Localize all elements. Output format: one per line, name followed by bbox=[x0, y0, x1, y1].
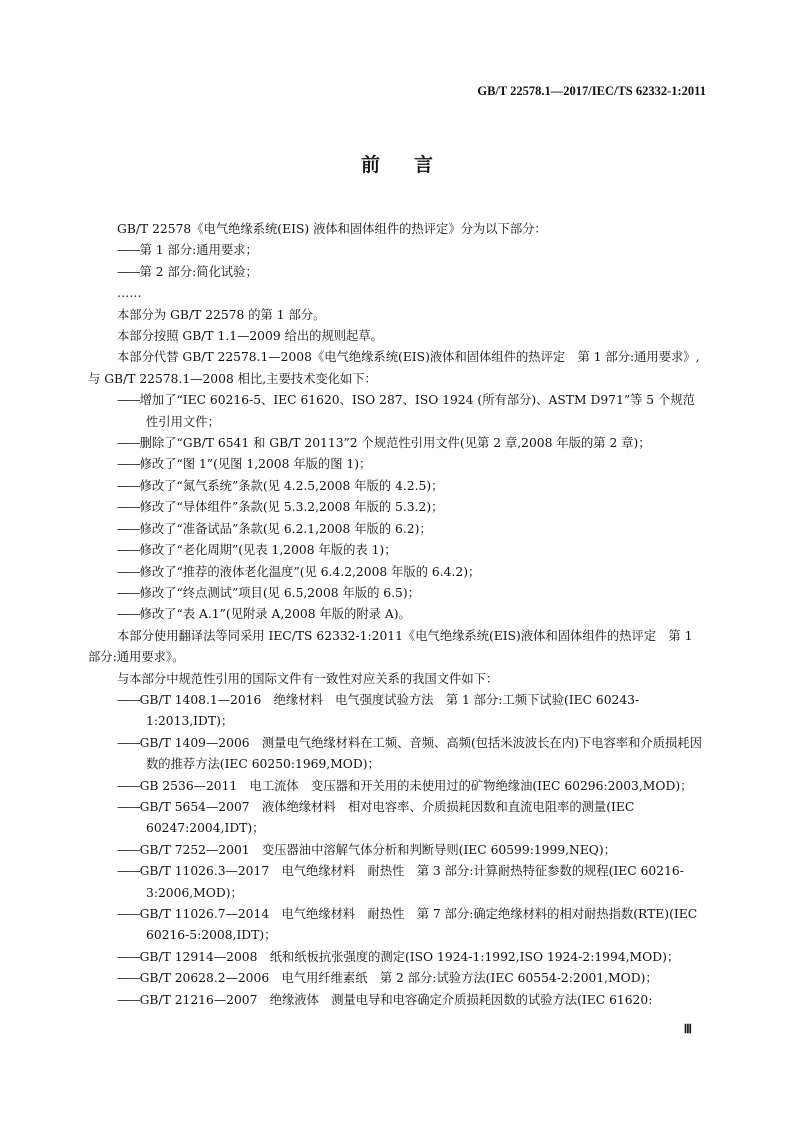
list-item bbox=[88, 947, 706, 968]
list-dash: —— bbox=[117, 521, 140, 536]
list-item bbox=[88, 519, 706, 540]
list-dash: —— bbox=[117, 478, 140, 493]
page-number: Ⅲ bbox=[683, 1022, 692, 1036]
paragraph-text: 修改了“终点测试”项目(见 6.5,2008 年版的 6.5)； bbox=[139, 585, 420, 600]
paragraph-text: 本部分为 GB/T 22578 的第 1 部分。 bbox=[117, 307, 326, 322]
standard-code-header: GB/T 22578.1—2017/IEC/TS 62332-1:2011 bbox=[477, 84, 706, 98]
list-dash: —— bbox=[117, 692, 140, 707]
list-dash: —— bbox=[117, 457, 140, 472]
list-dash: —— bbox=[117, 585, 140, 600]
list-dash: —— bbox=[117, 949, 140, 964]
list-dash: —— bbox=[117, 778, 140, 793]
list-dash: —— bbox=[117, 393, 140, 408]
paragraph-text: 修改了“推荐的液体老化温度”(见 6.4.2,2008 年版的 6.4.2)； bbox=[139, 564, 481, 579]
list-item bbox=[88, 604, 706, 625]
list-item bbox=[88, 583, 706, 604]
paragraph-text: GB/T 12914—2008 纸和纸板抗张强度的测定(ISO 1924-1:1992,ISO 1924-2:1994,MOD)； bbox=[139, 949, 680, 964]
document-body bbox=[88, 219, 706, 1011]
paragraph-text: 第 2 部分:简化试验； bbox=[139, 264, 258, 279]
paragraph bbox=[88, 326, 706, 347]
paragraph bbox=[88, 283, 706, 304]
list-item bbox=[88, 733, 706, 776]
list-item bbox=[88, 968, 706, 989]
list-dash: —— bbox=[117, 564, 140, 579]
paragraph-text: GB/T 1408.1—2016 绝缘材料 电气强度试验方法 第 1 部分:工频下试验(IEC 60243-1:2013,IDT)； bbox=[139, 692, 640, 729]
paragraph-text: GB/T 11026.7—2014 电气绝缘材料 耐热性 第 7 部分:确定绝缘材料的相对耐热指数(RTE)(IEC 60216-5:2008,IDT)； bbox=[139, 907, 698, 943]
paragraph-text: 与本部分中规范性引用的国际文件有一致性对应关系的我国文件如下： bbox=[117, 671, 499, 686]
paragraph-text: GB/T 7252—2001 变压器油中溶解气体分析和判断导则(IEC 60599:1999,NEQ)； bbox=[139, 842, 616, 857]
paragraph-text: GB/T 11026.3—2017 电气绝缘材料 耐热性 第 3 部分:计算耐热特征参数的规程(IEC 60216-3:2006,MOD)； bbox=[139, 864, 684, 900]
list-dash: —— bbox=[117, 543, 140, 558]
paragraph-text: 删除了“GB/T 6541 和 GB/T 20113”2 个规范性引用文件(见第 2 章,2008 年版的第 2 章)； bbox=[139, 436, 651, 451]
list-dash: —— bbox=[117, 243, 140, 258]
paragraph-text: 修改了“老化周期”(见表 1,2008 年版的表 1)； bbox=[139, 543, 397, 558]
paragraph-text: GB/T 22578《电气绝缘系统(EIS) 液体和固体组件的热评定》分为以下部分： bbox=[117, 222, 547, 236]
list-item bbox=[88, 540, 706, 561]
list-item bbox=[88, 562, 706, 583]
paragraph bbox=[88, 626, 706, 669]
paragraph-text: 修改了“图 1”(见图 1,2008 年版的图 1)； bbox=[139, 457, 372, 472]
paragraph-text: 本部分按照 GB/T 1.1—2009 给出的规则起草。 bbox=[117, 329, 383, 344]
paragraph-text: GB/T 20628.2—2006 电气用纤维素纸 第 2 部分:试验方法(IEC 60554-2:2001,MOD)； bbox=[139, 971, 658, 986]
paragraph-text: 修改了“导体组件”条款(见 5.3.2,2008 年版的 5.3.2)； bbox=[139, 500, 444, 515]
paragraph bbox=[88, 669, 706, 690]
list-dash: —— bbox=[117, 799, 140, 814]
list-item bbox=[88, 240, 706, 261]
list-dash: —— bbox=[117, 735, 140, 750]
paragraph-text: 增加了“IEC 60216-5、IEC 61620、ISO 287、ISO 1924 (所有部分)、ASTM D971”等 5 个规范性引用文件； bbox=[139, 393, 695, 429]
list-item bbox=[88, 776, 706, 797]
list-dash: —— bbox=[117, 500, 140, 515]
list-item bbox=[88, 497, 706, 518]
paragraph-text: 修改了“表 A.1”(见附录 A,2008 年版的附录 A)。 bbox=[139, 607, 411, 622]
list-dash: —— bbox=[117, 436, 140, 451]
list-dash: —— bbox=[117, 842, 140, 857]
list-dash: —— bbox=[117, 971, 140, 986]
paragraph-text: GB/T 1409—2006 测量电气绝缘材料在工频、音频、高频(包括米波波长在内)下电容率和介质损耗因数的推荐方法(IEC 60250:1969,MOD)； bbox=[139, 735, 702, 772]
list-item bbox=[88, 262, 706, 283]
page-title: 前言 bbox=[360, 154, 467, 176]
paragraph-text: GB/T 21216—2007 绝缘液体 测量电导和电容确定介质损耗因数的试验方法(IEC 61620: bbox=[139, 992, 653, 1007]
paragraph-text: GB 2536—2011 电工流体 变压器和开关用的未使用过的矿物绝缘油(IEC 60296:2003,MOD)； bbox=[139, 778, 693, 793]
paragraph-text: 本部分使用翻译法等同采用 IEC/TS 62332-1:2011《电气绝缘系统(EIS)液体和固体组件的热评定 第 1 部分:通用要求》。 bbox=[88, 628, 693, 665]
paragraph bbox=[88, 347, 706, 390]
list-item bbox=[88, 433, 706, 454]
list-item bbox=[88, 690, 706, 733]
paragraph-text: …… bbox=[117, 286, 142, 301]
list-item bbox=[88, 454, 706, 475]
list-dash: —— bbox=[117, 264, 140, 279]
paragraph-text: 第 1 部分:通用要求； bbox=[139, 243, 258, 258]
list-dash: —— bbox=[117, 607, 140, 622]
list-dash: —— bbox=[117, 992, 140, 1007]
list-item bbox=[88, 861, 706, 904]
list-dash: —— bbox=[117, 907, 140, 921]
list-item bbox=[88, 476, 706, 497]
paragraph-text: GB/T 5654—2007 液体绝缘材料 相对电容率、介质损耗因数和直流电阻率的测量(IEC 60247:2004,IDT)； bbox=[139, 799, 635, 836]
paragraph-text: 修改了“氮气系统”条款(见 4.2.5,2008 年版的 4.2.5)； bbox=[139, 478, 444, 493]
paragraph bbox=[88, 305, 706, 326]
paragraph-text: 修改了“准备试品”条款(见 6.2.1,2008 年版的 6.2)； bbox=[139, 521, 432, 536]
paragraph-text: 本部分代替 GB/T 22578.1—2008《电气绝缘系统(EIS)液体和固体组件的热评定 第 1 部分:通用要求》,与 GB/T 22578.1—2008 相比,主要技术变化如下： bbox=[88, 350, 700, 386]
list-item bbox=[88, 990, 706, 1011]
list-dash: —— bbox=[117, 864, 140, 879]
list-item bbox=[88, 797, 706, 840]
list-item bbox=[88, 904, 706, 947]
paragraph bbox=[88, 219, 706, 240]
list-item bbox=[88, 840, 706, 861]
list-item bbox=[88, 390, 706, 433]
